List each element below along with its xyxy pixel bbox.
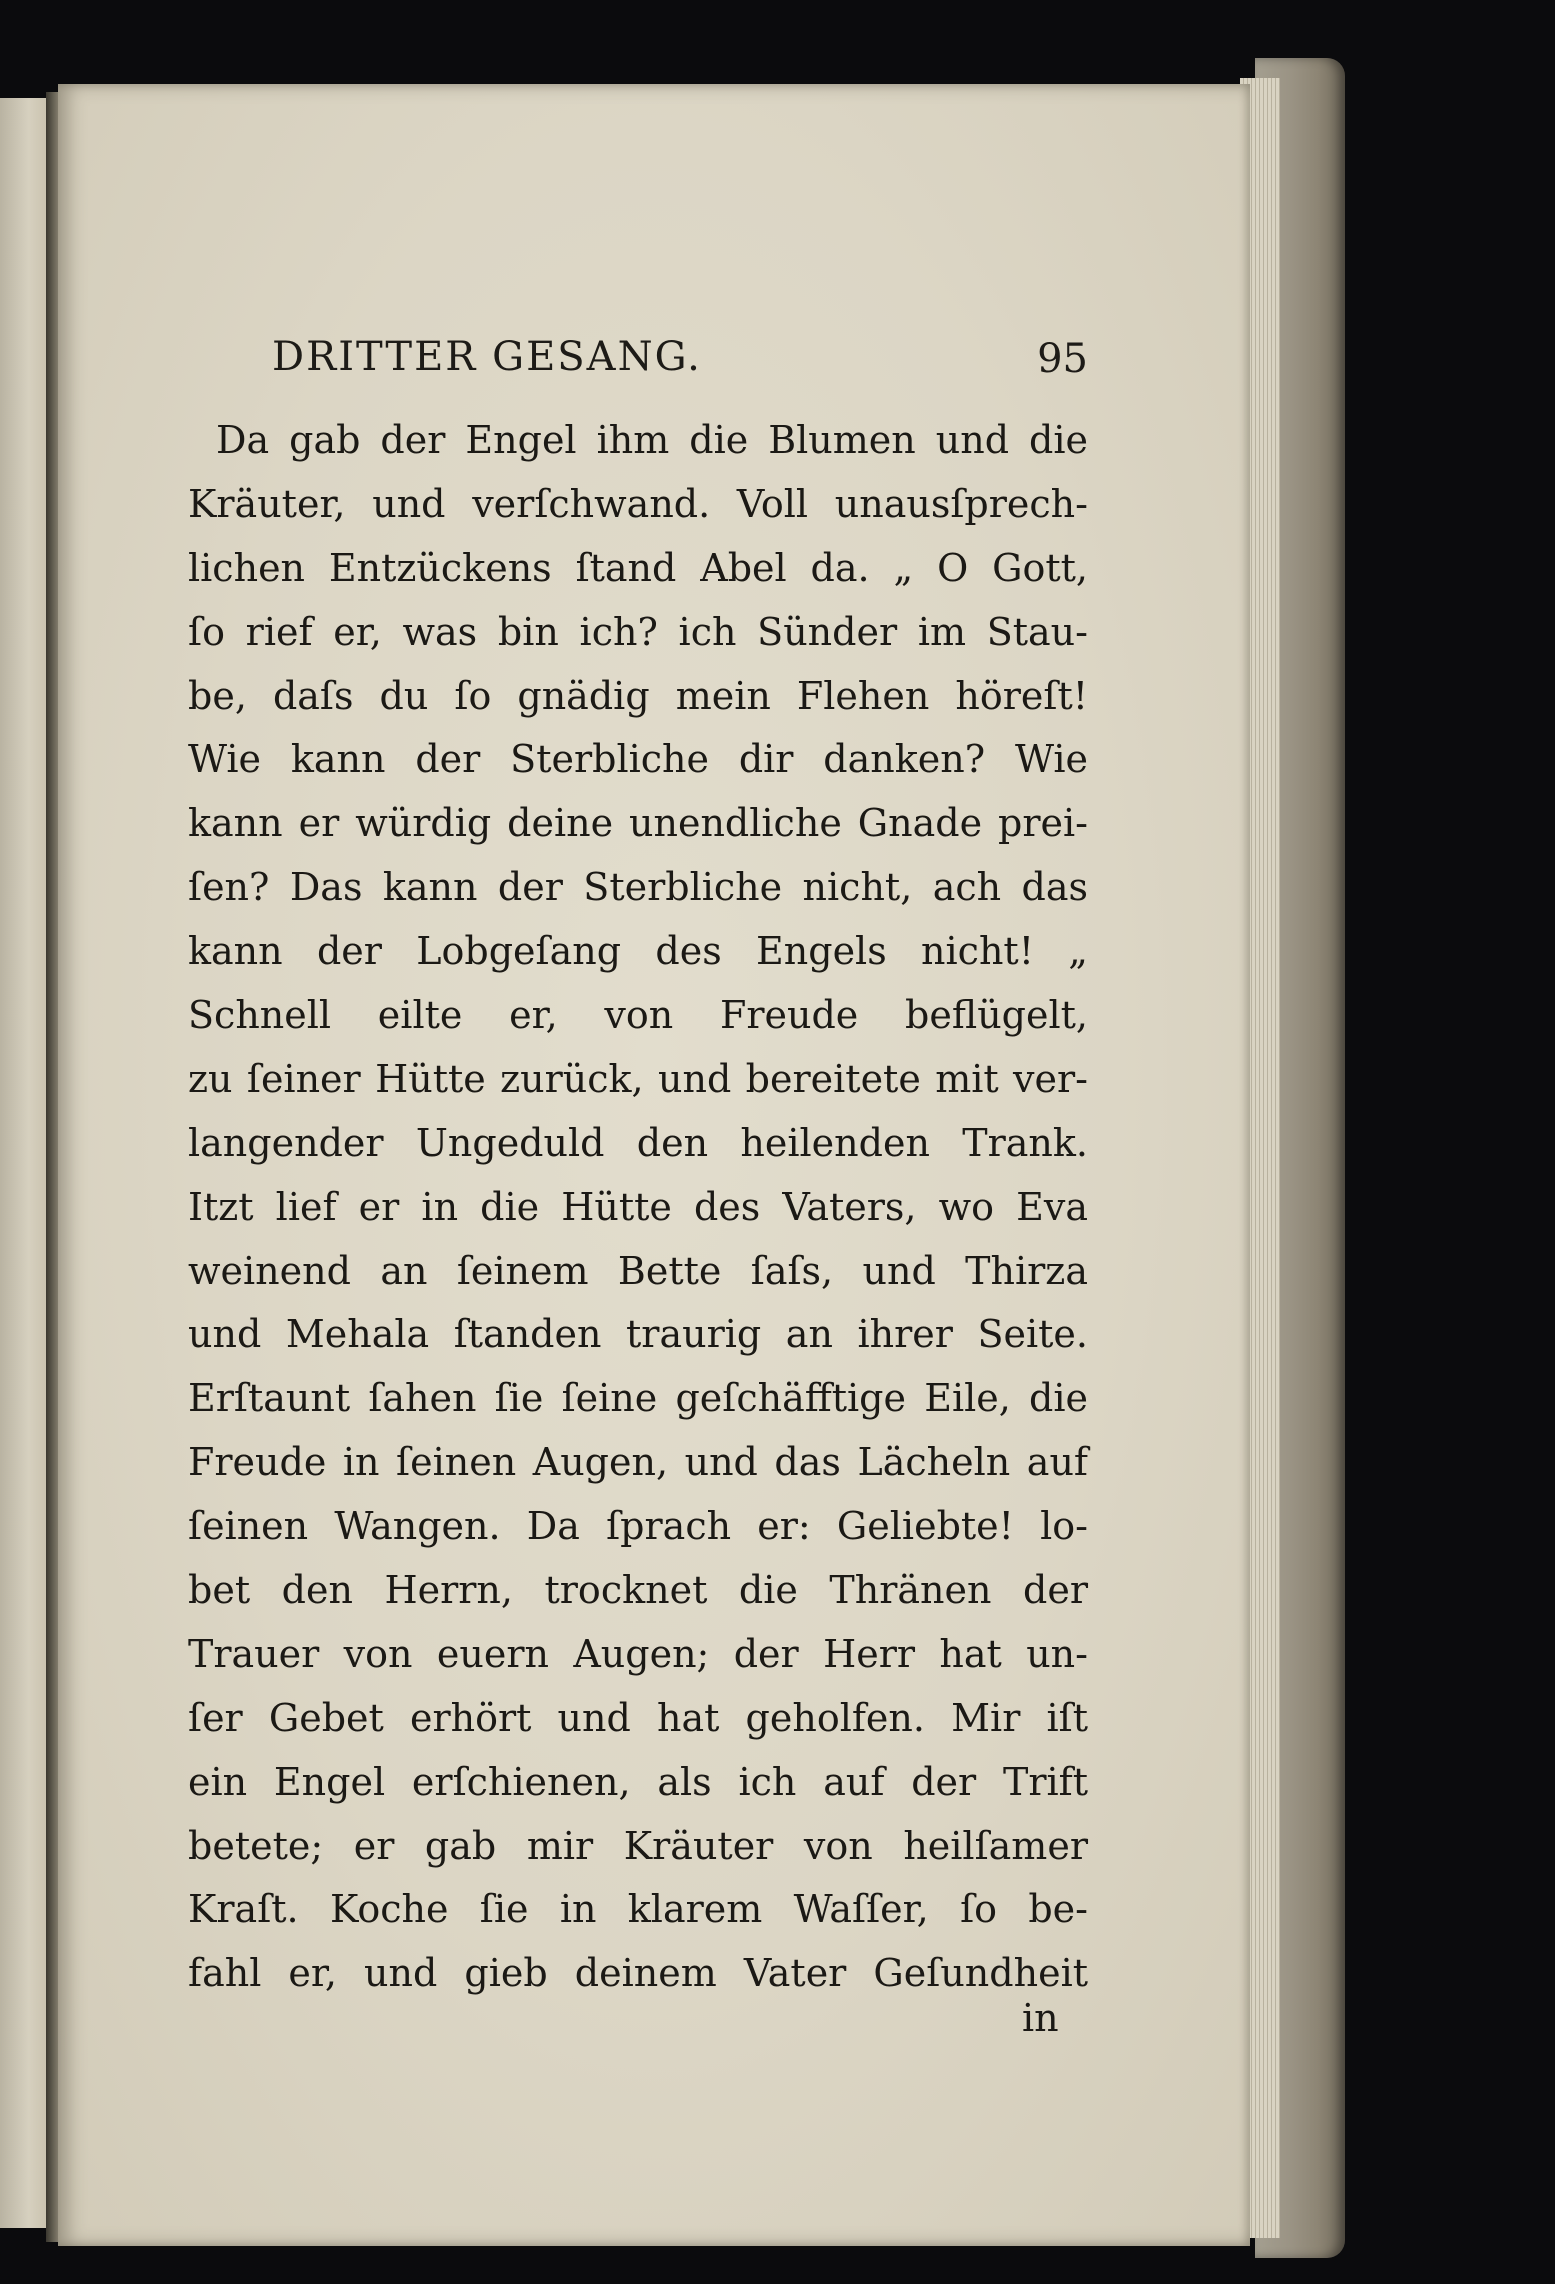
text-line: Trauer von euern Augen; der Herr hat un- xyxy=(188,1631,1088,1676)
text-line: langender Ungeduld den heilenden Trank. xyxy=(188,1120,1088,1165)
text-line: ſo rief er, was bin ich? ich Sünder im Stau- xyxy=(188,609,1088,654)
text-line: Itzt lief er in die Hütte des Vaters, wo Eva xyxy=(188,1184,1088,1229)
text-line: be, daſs du ſo gnädig mein Flehen höreſt! xyxy=(188,673,1088,718)
running-title: DRITTER GESANG. xyxy=(272,334,702,380)
text-line: und Mehala ſtanden traurig an ihrer Seite. xyxy=(188,1312,1088,1357)
text-line: ſer Gebet erhört und hat geholfen. Mir iſt xyxy=(188,1695,1088,1740)
page-header xyxy=(272,334,1088,394)
text-line: Da gab der Engel ihm die Blumen und die xyxy=(216,418,1088,462)
catchword: in xyxy=(1022,1996,1059,2040)
text-line: Erſtaunt ſahen ſie ſeine geſchäfftige Eile, die xyxy=(188,1376,1088,1421)
text-line: ſeinen Wangen. Da ſprach er: Geliebte! lo- xyxy=(188,1504,1088,1549)
facing-page-edge xyxy=(0,98,50,2228)
text-line: Kräuter, und verſchwand. Voll unausſprech- xyxy=(188,481,1088,526)
text-line: fahl er, und gieb deinem Vater Geſundheit xyxy=(188,1951,1088,1996)
text-line: Freude in ſeinen Augen, und das Lächeln auf xyxy=(188,1440,1088,1485)
text-line: zu ſeiner Hütte zurück, und bereitete mit ver- xyxy=(188,1056,1088,1101)
text-line: Kraſt. Koche ſie in klarem Waſſer, ſo be- xyxy=(188,1887,1088,1932)
text-line: ſen? Das kann der Sterbliche nicht, ach das xyxy=(188,865,1088,910)
text-line: kann der Lobgeſang des Engels nicht! „ xyxy=(188,929,1088,974)
text-line: Schnell eilte er, von Freude beflügelt, xyxy=(188,993,1088,1038)
text-line: Wie kann der Sterbliche dir danken? Wie xyxy=(188,737,1088,782)
text-line: betete; er gab mir Kräuter von heilſamer xyxy=(188,1823,1088,1868)
text-line: lichen Entzückens ſtand Abel da. „ O Gott, xyxy=(188,545,1088,590)
text-line: ein Engel erſchienen, als ich auf der Trift xyxy=(188,1759,1088,1804)
text-line: kann er würdig deine unendliche Gnade prei- xyxy=(188,801,1088,846)
page-number: 95 xyxy=(1037,336,1088,382)
book-page xyxy=(58,84,1250,2246)
text-line: bet den Herrn, trocknet die Thränen der xyxy=(188,1568,1088,1613)
body-text xyxy=(188,409,1088,2006)
text-line: weinend an ſeinem Bette ſaſs, und Thirza xyxy=(188,1248,1088,1293)
